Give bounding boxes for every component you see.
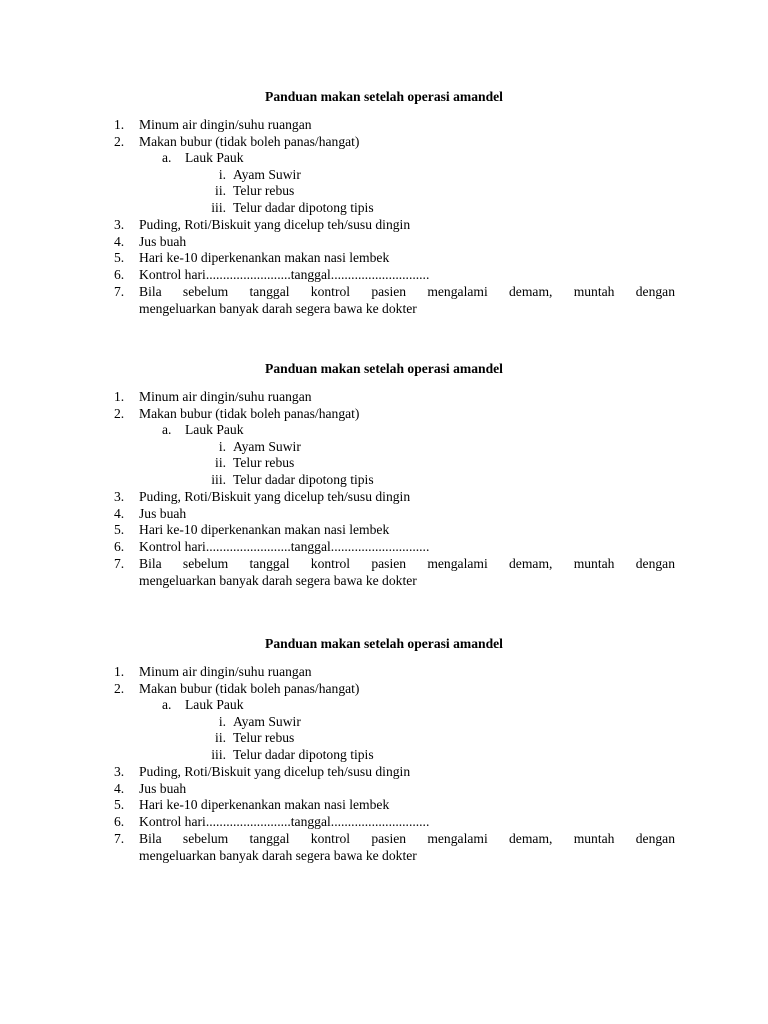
word: tanggal — [249, 831, 290, 846]
item-text: Puding, Roti/Biskuit yang dicelup teh/susu dingin — [139, 217, 411, 232]
roman-text: Ayam Suwir — [233, 714, 301, 729]
roman-number: i. — [218, 439, 226, 454]
word: dengan — [635, 556, 675, 571]
item-text: Makan bubur (tidak boleh panas/hangat) — [139, 406, 360, 421]
word: mengalami — [427, 284, 488, 299]
item-number: 7. — [114, 284, 125, 299]
item-text: Minum air dingin/suhu ruangan — [139, 389, 312, 404]
word: tanggal — [249, 556, 290, 571]
section-title: Panduan makan setelah operasi amandel — [265, 361, 503, 376]
word: pasien — [371, 284, 407, 299]
item-number: 6. — [114, 267, 125, 282]
item-text: Hari ke-10 diperkenankan makan nasi lembek — [139, 797, 390, 812]
roman-number: iii. — [211, 747, 226, 762]
item-text: mengeluarkan banyak darah segera bawa ke dokter — [139, 301, 417, 316]
word: muntah — [573, 284, 615, 299]
word: kontrol — [310, 831, 351, 846]
item-number: 4. — [114, 234, 125, 249]
word: dengan — [635, 831, 675, 846]
sub-item-letter: a. — [162, 422, 172, 437]
section-title: Panduan makan setelah operasi amandel — [265, 636, 503, 651]
roman-text: Telur rebus — [233, 730, 295, 745]
item-text: Minum air dingin/suhu ruangan — [139, 117, 312, 132]
word: Bila — [139, 831, 162, 846]
item-number: 3. — [114, 489, 125, 504]
roman-text: Ayam Suwir — [233, 167, 301, 182]
section-title: Panduan makan setelah operasi amandel — [265, 89, 503, 104]
roman-number: iii. — [211, 200, 226, 215]
roman-number: iii. — [211, 472, 226, 487]
word: kontrol — [310, 284, 351, 299]
item-text: Hari ke-10 diperkenankan makan nasi lembek — [139, 250, 390, 265]
item-text: mengeluarkan banyak darah segera bawa ke dokter — [139, 848, 417, 863]
item-text: Puding, Roti/Biskuit yang dicelup teh/susu dingin — [139, 489, 411, 504]
item-text: Makan bubur (tidak boleh panas/hangat) — [139, 681, 360, 696]
word: muntah — [573, 556, 615, 571]
item-text: Jus buah — [139, 506, 187, 521]
item-text: Kontrol hari.........................tanggal............................. — [139, 267, 430, 282]
item-number: 6. — [114, 539, 125, 554]
roman-text: Telur rebus — [233, 455, 295, 470]
sub-item-text: Lauk Pauk — [185, 422, 244, 437]
item-text: Kontrol hari.........................tanggal............................. — [139, 539, 430, 554]
roman-text: Telur dadar dipotong tipis — [233, 200, 374, 215]
item-text: Hari ke-10 diperkenankan makan nasi lembek — [139, 522, 390, 537]
word: sebelum — [182, 284, 229, 299]
item-number: 1. — [114, 117, 125, 132]
item-number: 5. — [114, 522, 125, 537]
word: pasien — [371, 831, 407, 846]
sub-item-letter: a. — [162, 150, 172, 165]
item-number: 7. — [114, 831, 125, 846]
item-number: 2. — [114, 406, 125, 421]
roman-text: Telur rebus — [233, 183, 295, 198]
sub-item-text: Lauk Pauk — [185, 697, 244, 712]
item-text: Makan bubur (tidak boleh panas/hangat) — [139, 134, 360, 149]
item-number: 4. — [114, 506, 125, 521]
word: demam, — [509, 556, 553, 571]
item-text: Puding, Roti/Biskuit yang dicelup teh/susu dingin — [139, 764, 411, 779]
item-text: Minum air dingin/suhu ruangan — [139, 664, 312, 679]
item-text: mengeluarkan banyak darah segera bawa ke dokter — [139, 573, 417, 588]
word: dengan — [635, 284, 675, 299]
item-number: 4. — [114, 781, 125, 796]
roman-number: ii. — [215, 455, 226, 470]
word: mengalami — [427, 831, 488, 846]
guide-section-1 — [0, 89, 768, 329]
item-number: 1. — [114, 389, 125, 404]
guide-section-3 — [0, 636, 768, 876]
word: mengalami — [427, 556, 488, 571]
roman-text: Telur dadar dipotong tipis — [233, 472, 374, 487]
item-number: 5. — [114, 797, 125, 812]
word: tanggal — [249, 284, 290, 299]
roman-number: i. — [218, 167, 226, 182]
item-number: 3. — [114, 764, 125, 779]
item-number: 5. — [114, 250, 125, 265]
item-number: 7. — [114, 556, 125, 571]
item-text: Jus buah — [139, 781, 187, 796]
roman-text: Ayam Suwir — [233, 439, 301, 454]
sub-item-text: Lauk Pauk — [185, 150, 244, 165]
sub-item-letter: a. — [162, 697, 172, 712]
item-number: 1. — [114, 664, 125, 679]
word: sebelum — [182, 556, 229, 571]
word: muntah — [573, 831, 615, 846]
roman-number: ii. — [215, 183, 226, 198]
item-number: 2. — [114, 681, 125, 696]
roman-text: Telur dadar dipotong tipis — [233, 747, 374, 762]
word: demam, — [509, 284, 553, 299]
word: sebelum — [182, 831, 229, 846]
word: pasien — [371, 556, 407, 571]
item-number: 2. — [114, 134, 125, 149]
item-text: Kontrol hari.........................tanggal............................. — [139, 814, 430, 829]
word: Bila — [139, 556, 162, 571]
item-number: 6. — [114, 814, 125, 829]
item-number: 3. — [114, 217, 125, 232]
item-text: Jus buah — [139, 234, 187, 249]
word: Bila — [139, 284, 162, 299]
roman-number: ii. — [215, 730, 226, 745]
roman-number: i. — [218, 714, 226, 729]
word: demam, — [509, 831, 553, 846]
justified-line — [139, 555, 675, 572]
justified-line — [139, 830, 675, 847]
word: kontrol — [310, 556, 351, 571]
guide-section-2 — [0, 361, 768, 601]
justified-line — [139, 283, 675, 300]
